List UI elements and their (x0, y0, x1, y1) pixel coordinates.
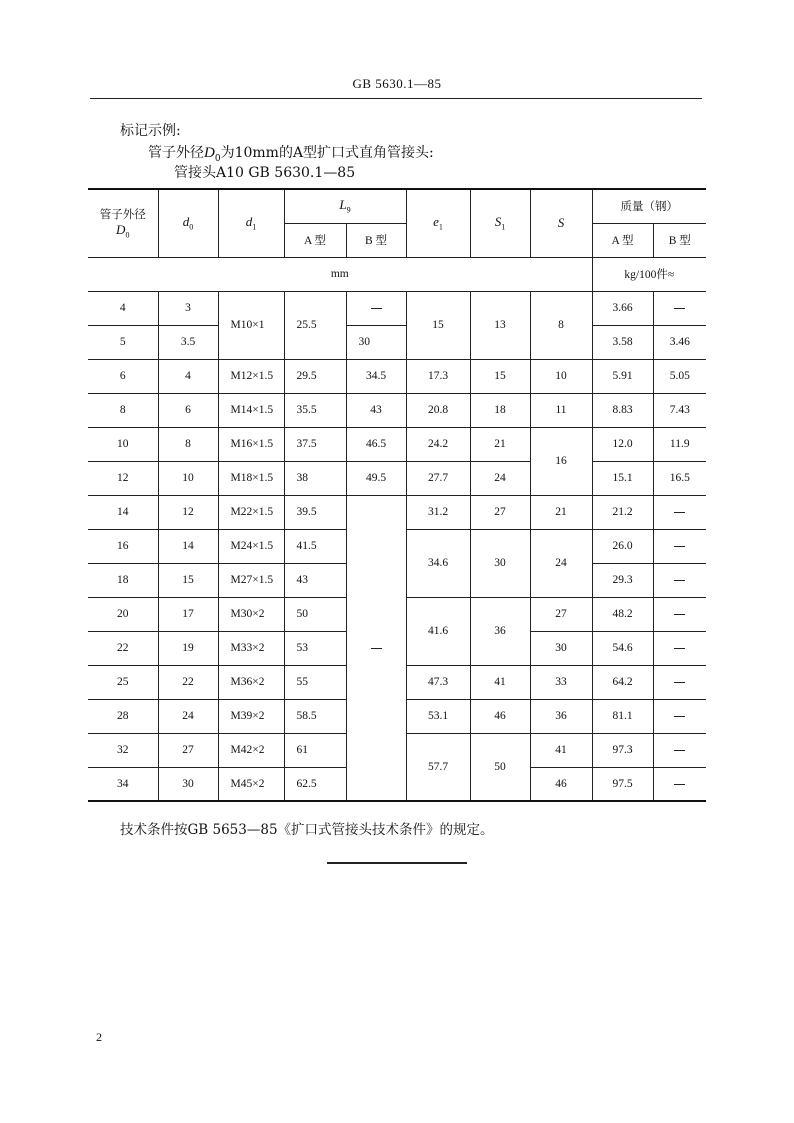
cell-mass-a: 97.3 (592, 733, 653, 767)
end-rule (327, 862, 467, 864)
cell-mass-b: 3.46 (653, 325, 706, 359)
header-mass-type-a: A 型 (592, 223, 653, 257)
cell-l9b: 49.5 (346, 461, 406, 495)
cell-d0-outer: 12 (88, 461, 158, 495)
cell-d0-outer: 4 (88, 291, 158, 325)
cell-l9b-dash (346, 291, 406, 325)
cell-mass-a: 3.66 (592, 291, 653, 325)
cell-e1: 47.3 (406, 665, 470, 699)
cell-s1: 24 (470, 461, 530, 495)
cell-l9a: 39.5 (284, 495, 346, 529)
dash-mark (371, 648, 382, 649)
cell-l9a: 58.5 (284, 699, 346, 733)
cell-s1: 13 (470, 291, 530, 359)
cell-d0-outer: 18 (88, 563, 158, 597)
cell-e1: 27.7 (406, 461, 470, 495)
cell-mass-b: 11.9 (653, 427, 706, 461)
cell-d0: 24 (158, 699, 218, 733)
cell-s1: 18 (470, 393, 530, 427)
cell-s: 24 (530, 529, 592, 597)
cell-d0-outer: 10 (88, 427, 158, 461)
cell-d0-outer: 25 (88, 665, 158, 699)
cell-mass-b: 5.05 (653, 359, 706, 393)
header-d1: $d_1$ (218, 189, 284, 257)
cell-l9a: 55 (284, 665, 346, 699)
cell-s: 10 (530, 359, 592, 393)
cell-d0: 30 (158, 767, 218, 801)
cell-mass-a: 64.2 (592, 665, 653, 699)
dash-mark (674, 546, 685, 547)
cell-d0: 15 (158, 563, 218, 597)
cell-mass-b-dash (653, 631, 706, 665)
cell-d1: M18×1.5 (218, 461, 284, 495)
header-rule (90, 98, 702, 99)
cell-mass-a: 29.3 (592, 563, 653, 597)
example-code: 管接头A10 GB 5630.1—85 (174, 165, 356, 181)
cell-d0: 6 (158, 393, 218, 427)
cell-e1: 41.6 (406, 597, 470, 665)
page-number: 2 (96, 1030, 102, 1044)
cell-l9a: 41.5 (284, 529, 346, 563)
unit-mass: kg/100件≈ (592, 257, 706, 291)
cell-e1: 24.2 (406, 427, 470, 461)
example-title: 标记示例: (120, 123, 181, 139)
cell-s1: 27 (470, 495, 530, 529)
table-row (88, 427, 706, 461)
header-S: S (530, 189, 592, 257)
cell-l9b: 34.5 (346, 359, 406, 393)
cell-mass-a: 97.5 (592, 767, 653, 801)
dash-mark (674, 682, 685, 683)
cell-s: 30 (530, 631, 592, 665)
cell-mass-b-dash (653, 699, 706, 733)
cell-s1: 46 (470, 699, 530, 733)
cell-d1: M33×2 (218, 631, 284, 665)
cell-s: 33 (530, 665, 592, 699)
cell-d0: 12 (158, 495, 218, 529)
cell-d0-outer: 28 (88, 699, 158, 733)
cell-mass-a: 54.6 (592, 631, 653, 665)
cell-e1: 57.7 (406, 733, 470, 801)
technical-conditions-note: 技术条件按GB 5653—85《扩口式管接头技术条件》的规定。 (120, 822, 494, 838)
cell-d1: M36×2 (218, 665, 284, 699)
cell-s: 16 (530, 427, 592, 495)
unit-mm: mm (88, 257, 592, 291)
cell-d0-outer: 6 (88, 359, 158, 393)
cell-d0: 3 (158, 291, 218, 325)
cell-s: 41 (530, 733, 592, 767)
cell-s1: 21 (470, 427, 530, 461)
cell-d0-outer: 5 (88, 325, 158, 359)
cell-d1: M10×1 (218, 291, 284, 359)
cell-s1: 30 (470, 529, 530, 597)
dash-mark (674, 716, 685, 717)
cell-l9a: 50 (284, 597, 346, 631)
cell-d1: M12×1.5 (218, 359, 284, 393)
cell-d1: M14×1.5 (218, 393, 284, 427)
dash-mark (674, 784, 685, 785)
cell-d1: M30×2 (218, 597, 284, 631)
cell-d0: 22 (158, 665, 218, 699)
cell-d0: 17 (158, 597, 218, 631)
cell-d1: M42×2 (218, 733, 284, 767)
cell-d0-outer: 34 (88, 767, 158, 801)
cell-d1: M22×1.5 (218, 495, 284, 529)
cell-d0-outer: 32 (88, 733, 158, 767)
spec-table (88, 188, 706, 802)
cell-s: 36 (530, 699, 592, 733)
cell-s1: 50 (470, 733, 530, 801)
dash-mark (674, 512, 685, 513)
cell-d0: 4 (158, 359, 218, 393)
header-outer-diameter: 管子外径 $D_0$ (88, 189, 158, 257)
cell-l9a: 61 (284, 733, 346, 767)
cell-l9a: 62.5 (284, 767, 346, 801)
cell-s: 46 (530, 767, 592, 801)
cell-d0-outer: 22 (88, 631, 158, 665)
cell-mass-a: 8.83 (592, 393, 653, 427)
table-row (88, 359, 706, 393)
cell-l9b-dash-merged (346, 495, 406, 801)
cell-mass-b: 16.5 (653, 461, 706, 495)
cell-mass-b-dash (653, 767, 706, 801)
table-row (88, 291, 706, 325)
header-L9-type-b: B 型 (346, 223, 406, 257)
cell-d1: M45×2 (218, 767, 284, 801)
cell-mass-b-dash (653, 495, 706, 529)
header-e1: $e_1$ (406, 189, 470, 257)
cell-d1: M16×1.5 (218, 427, 284, 461)
cell-l9a: 38 (284, 461, 346, 495)
cell-mass-a: 48.2 (592, 597, 653, 631)
header-mass-type-b: B 型 (653, 223, 706, 257)
cell-mass-a: 5.91 (592, 359, 653, 393)
standard-header: GB 5630.1—85 (352, 76, 442, 91)
cell-l9b: 43 (346, 393, 406, 427)
cell-mass-b: 7.43 (653, 393, 706, 427)
dash-mark (674, 580, 685, 581)
cell-s1: 15 (470, 359, 530, 393)
header-L9-type-a: A 型 (284, 223, 346, 257)
cell-mass-a: 81.1 (592, 699, 653, 733)
cell-mass-b-dash (653, 733, 706, 767)
dash-mark (371, 308, 382, 309)
cell-s: 21 (530, 495, 592, 529)
cell-mass-b-dash (653, 665, 706, 699)
cell-e1: 53.1 (406, 699, 470, 733)
header-S1: $S_1$ (470, 189, 530, 257)
cell-d0-outer: 8 (88, 393, 158, 427)
cell-mass-a: 3.58 (592, 325, 653, 359)
cell-d0: 10 (158, 461, 218, 495)
example-description: 管子外径$D_0$为10mm的A型扩口式直角管接头: (148, 145, 434, 164)
cell-mass-a: 26.0 (592, 529, 653, 563)
dash-mark (674, 648, 685, 649)
cell-d0: 3.5 (158, 325, 218, 359)
cell-l9a: 37.5 (284, 427, 346, 461)
cell-mass-b-dash (653, 563, 706, 597)
cell-e1: 15 (406, 291, 470, 359)
cell-mass-a: 21.2 (592, 495, 653, 529)
cell-s: 8 (530, 291, 592, 359)
table-row (88, 325, 706, 359)
cell-e1: 20.8 (406, 393, 470, 427)
cell-l9b: 30 (346, 325, 406, 359)
table-row (88, 393, 706, 427)
cell-mass-b-dash (653, 291, 706, 325)
cell-mass-b-dash (653, 529, 706, 563)
cell-l9a: 43 (284, 563, 346, 597)
dash-mark (674, 308, 685, 309)
cell-s1: 36 (470, 597, 530, 665)
cell-l9a: 25.5 (284, 291, 346, 359)
cell-l9b: 46.5 (346, 427, 406, 461)
cell-d0-outer: 16 (88, 529, 158, 563)
cell-d0-outer: 14 (88, 495, 158, 529)
cell-e1: 31.2 (406, 495, 470, 529)
cell-s: 11 (530, 393, 592, 427)
cell-d1: M27×1.5 (218, 563, 284, 597)
table-row (88, 495, 706, 529)
header-mass: 质量（钢） (592, 189, 706, 223)
cell-d1: M24×1.5 (218, 529, 284, 563)
header-d0: $d_0$ (158, 189, 218, 257)
header-L9: $L_9$ (284, 189, 406, 223)
cell-d0-outer: 20 (88, 597, 158, 631)
cell-d1: M39×2 (218, 699, 284, 733)
cell-d0: 19 (158, 631, 218, 665)
cell-l9a: 53 (284, 631, 346, 665)
cell-s: 27 (530, 597, 592, 631)
cell-mass-a: 12.0 (592, 427, 653, 461)
cell-d0: 27 (158, 733, 218, 767)
table-row (88, 461, 706, 495)
cell-mass-b-dash (653, 597, 706, 631)
cell-mass-a: 15.1 (592, 461, 653, 495)
cell-e1: 17.3 (406, 359, 470, 393)
cell-l9a: 29.5 (284, 359, 346, 393)
dash-mark (674, 614, 685, 615)
cell-d0: 8 (158, 427, 218, 461)
cell-e1: 34.6 (406, 529, 470, 597)
cell-s1: 41 (470, 665, 530, 699)
dash-mark (674, 750, 685, 751)
cell-d0: 14 (158, 529, 218, 563)
cell-l9a: 35.5 (284, 393, 346, 427)
